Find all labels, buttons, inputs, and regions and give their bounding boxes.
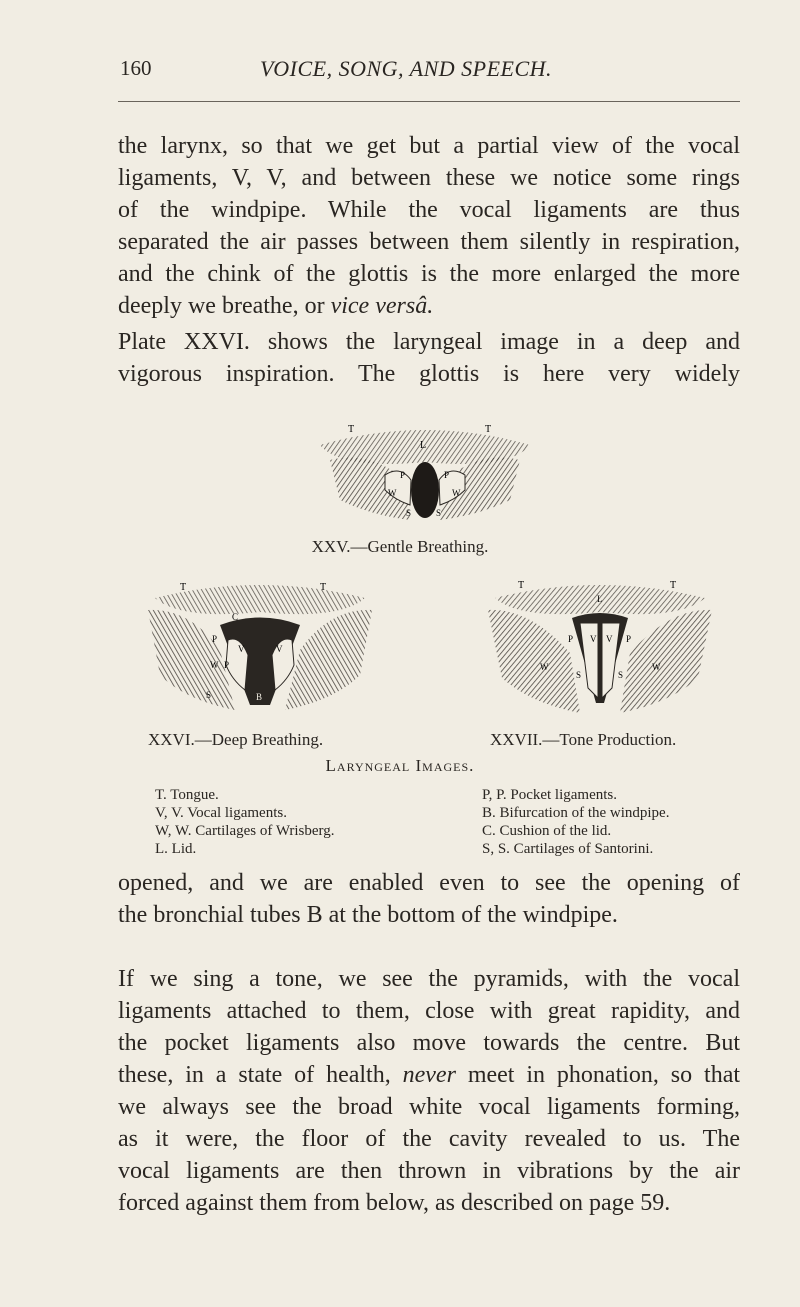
text-line: opened, and we are enabled even to see the opening of xyxy=(118,870,740,896)
fig-label: P xyxy=(568,634,574,644)
fig-label: V xyxy=(276,644,283,654)
fig-label: P xyxy=(212,634,218,644)
text-line: as it were, the floor of the cavity revealed to us. The xyxy=(118,1126,740,1152)
fig-label: T xyxy=(485,424,492,435)
text-line: If we sing a tone, we see the pyramids, with the vocal xyxy=(118,966,740,992)
paragraph-3 xyxy=(118,867,740,931)
legend-item: C. Cushion of the lid. xyxy=(482,823,612,839)
fig-label: S xyxy=(206,690,212,700)
legend-item: V, V. Vocal ligaments. xyxy=(155,805,287,821)
text-line-last: forced against them from below, as described on page 59. xyxy=(118,1190,671,1216)
text-fragment: these, in a state of health, xyxy=(118,1062,391,1088)
larynx-illustration-xxv xyxy=(310,420,540,530)
text-line: Plate XXVI. shows the laryngeal image in a deep and xyxy=(118,329,740,355)
fig-label: W xyxy=(452,488,461,498)
fig-label: V xyxy=(238,644,245,654)
fig-label: T xyxy=(320,582,327,593)
text-line: ligaments, V, V, and between these we notice some rings xyxy=(118,165,740,191)
fig-label: S xyxy=(436,508,442,518)
header-rule xyxy=(118,101,740,102)
text-line: and the chink of the glottis is the more enlarged the more xyxy=(118,261,740,287)
text-line-last xyxy=(118,290,740,322)
fig-label: T xyxy=(348,424,355,435)
fig-label: W xyxy=(652,662,661,672)
legend-item: L. Lid. xyxy=(155,841,197,857)
fig-label: L xyxy=(420,440,427,451)
paragraph-4 xyxy=(118,963,740,1219)
fig-label: C xyxy=(232,612,239,622)
text-line: the pocket ligaments also move towards the centre. But xyxy=(118,1030,740,1056)
fig-label: P xyxy=(224,660,230,670)
paragraph-2 xyxy=(118,326,740,390)
text-line: vocal ligaments are then thrown in vibrations by the air xyxy=(118,1158,740,1184)
fig-label: W xyxy=(388,488,397,498)
fig-label: T xyxy=(180,582,187,593)
text-line: vigorous inspiration. The glottis is here very widely xyxy=(118,361,740,387)
figure-xxvii-tone-production xyxy=(480,578,720,723)
fig-label: B xyxy=(256,692,263,702)
text-fragment: deeply we breathe, or xyxy=(118,293,325,319)
fig-label: V xyxy=(590,634,597,644)
italic-phrase: vice versâ. xyxy=(330,293,434,319)
legend-item: T. Tongue. xyxy=(155,787,219,803)
figure-caption-xxv: XXV.—Gentle Breathing. xyxy=(311,537,489,556)
larynx-illustration-xxvii xyxy=(480,578,720,723)
text-line: separated the air passes between them silently in respiration, xyxy=(118,229,740,255)
running-title: VOICE, SONG, AND SPEECH. xyxy=(260,56,553,81)
italic-word: never xyxy=(402,1062,456,1088)
figure-group-title: Laryngeal Images. xyxy=(325,756,475,775)
figure-xxv-gentle-breathing xyxy=(310,420,540,530)
text-line: the larynx, so that we get but a partial view of the vocal xyxy=(118,133,740,159)
figure-caption-xxvi: XXVI.—Deep Breathing. xyxy=(148,730,324,749)
fig-label: W xyxy=(540,662,549,672)
fig-label: S xyxy=(576,670,582,680)
text-line: we always see the broad white vocal ligaments forming, xyxy=(118,1094,740,1120)
text-line: ligaments attached to them, close with great rapidity, and xyxy=(118,998,740,1024)
paragraph-1 xyxy=(118,130,740,322)
text-line xyxy=(118,1059,740,1091)
fig-label: T xyxy=(518,580,525,591)
legend-item: P, P. Pocket ligaments. xyxy=(482,787,618,803)
legend-item: S, S. Cartilages of Santorini. xyxy=(482,841,654,857)
legend-item: W, W. Cartilages of Wrisberg. xyxy=(155,823,335,839)
running-head xyxy=(120,56,740,86)
fig-label: P xyxy=(626,634,632,644)
text-line: of the windpipe. While the vocal ligaments are thus xyxy=(118,197,740,223)
text-line-last: the bronchial tubes B at the bottom of the windpipe. xyxy=(118,902,618,928)
fig-label: L xyxy=(597,594,603,604)
fig-label: P xyxy=(400,470,406,480)
larynx-illustration-xxvi xyxy=(140,580,380,720)
fig-label: V xyxy=(606,634,613,644)
text-fragment: meet in phonation, so that xyxy=(467,1062,741,1088)
fig-label: S xyxy=(406,508,412,518)
legend-item: B. Bifurcation of the windpipe. xyxy=(482,805,670,821)
legend-left-column xyxy=(155,786,335,858)
fig-label: T xyxy=(670,580,677,591)
figure-caption-xxvii: XXVII.—Tone Production. xyxy=(490,730,677,749)
fig-label: W xyxy=(210,660,219,670)
legend-right-column xyxy=(482,786,669,858)
page-number: 160 xyxy=(120,56,152,80)
fig-label: S xyxy=(618,670,624,680)
figure-xxvi-deep-breathing xyxy=(140,580,380,720)
fig-label: P xyxy=(444,470,450,480)
